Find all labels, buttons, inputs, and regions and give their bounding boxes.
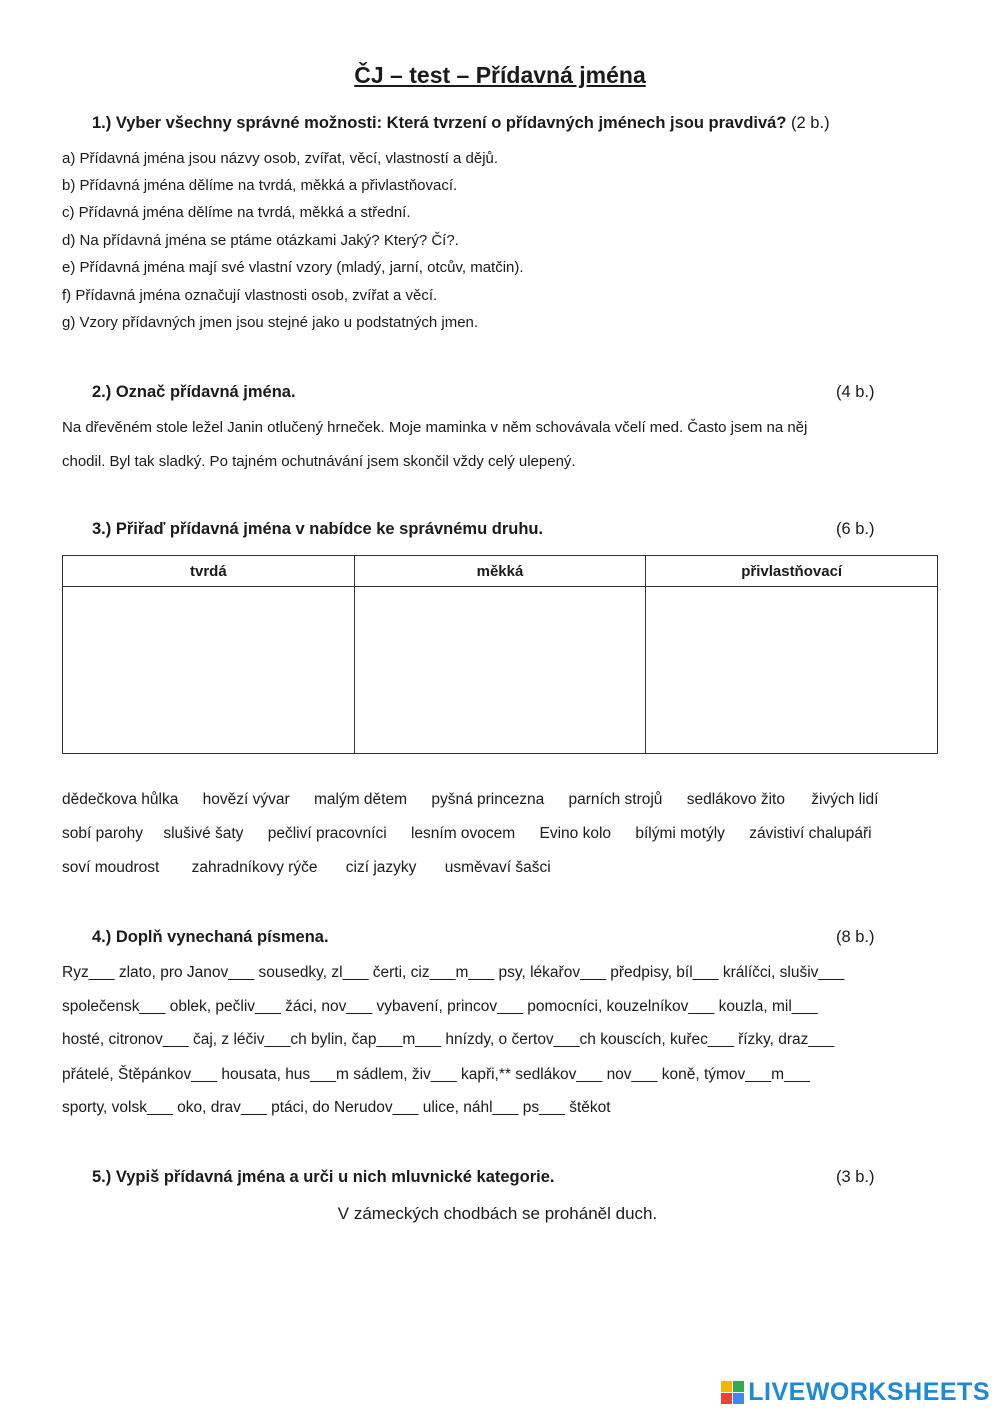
- word-chip[interactable]: pyšná princezna: [431, 791, 545, 808]
- q4-line-5[interactable]: sporty, volsk___ oko, drav___ ptáci, do Nerudov___ ulice, náhl___ ps___ štěkot: [62, 1099, 611, 1116]
- word-chip[interactable]: malým dětem: [313, 791, 408, 808]
- q1-option-a[interactable]: a) Přídavná jména jsou názvy osob, zvířat, věcí, vlastností a dějů.: [62, 150, 499, 167]
- q5-sentence[interactable]: V zámeckých chodbách se proháněl duch.: [337, 1204, 658, 1223]
- q5-heading: 5.) Vypiš přídavná jména a urči u nich mluvnické kategorie.: [92, 1168, 555, 1186]
- page-title: ČJ – test – Přídavná jména: [354, 62, 646, 88]
- q1-points: (2 b.): [791, 114, 830, 132]
- q1-option-b[interactable]: b) Přídavná jména dělíme na tvrdá, měkká a přivlastňovací.: [62, 177, 458, 194]
- word-chip[interactable]: Evino kolo: [539, 825, 612, 842]
- q1-option-g[interactable]: g) Vzory přídavných jmen jsou stejné jako u podstatných jmen.: [62, 314, 479, 331]
- drop-zone-tvrda[interactable]: [63, 587, 355, 754]
- word-bank-row-1: [62, 791, 896, 809]
- word-bank-row-2: [62, 825, 890, 843]
- word-chip[interactable]: zahradníkovy rýče: [191, 859, 318, 876]
- word-chip[interactable]: sobí parohy: [62, 825, 143, 842]
- word-chip[interactable]: slušivé šaty: [163, 825, 244, 842]
- word-chip[interactable]: parních strojů: [568, 791, 663, 808]
- word-chip[interactable]: soví moudrost: [62, 859, 160, 876]
- q2-text-line-1[interactable]: Na dřevěném stole ležel Janin otlučený hrneček. Moje maminka v něm schovávala včelí med. Často jsem na něj: [62, 419, 808, 436]
- word-chip[interactable]: pečliví pracovníci: [267, 825, 387, 842]
- q1-option-d[interactable]: d) Na přídavná jména se ptáme otázkami Jaký? Který? Čí?.: [62, 232, 459, 249]
- column-header-privlastnovaci: přivlastňovací: [646, 556, 938, 587]
- q1-heading: [92, 114, 830, 133]
- word-chip[interactable]: usměvaví šašci: [444, 859, 551, 876]
- q1-option-f[interactable]: f) Přídavná jména označují vlastnosti osob, zvířat a věcí.: [62, 287, 438, 304]
- word-chip[interactable]: závistiví chalupáři: [749, 825, 872, 842]
- drop-zone-mekka[interactable]: [354, 587, 646, 754]
- q4-line-1[interactable]: Ryz___ zlato, pro Janov___ sousedky, zl___ čerti, ciz___m___ psy, lékařov___ předpisy, bíl___ králíčci, slušiv___: [62, 964, 845, 981]
- liveworksheets-logo: [721, 1378, 990, 1407]
- q4-line-3[interactable]: hosté, citronov___ čaj, z léčiv___ch bylin, čap___m___ hnízdy, o čertov___ch kouscích, kuřec___ řízky, draz___: [62, 1031, 835, 1048]
- word-chip[interactable]: bílými motýly: [635, 825, 725, 842]
- q3-heading: 3.) Přiřaď přídavná jména v nabídce ke správnému druhu.: [92, 520, 544, 538]
- q4-heading: 4.) Doplň vynechaná písmena.: [92, 928, 329, 946]
- word-chip[interactable]: hovězí vývar: [202, 791, 290, 808]
- q2-heading: 2.) Označ přídavná jména.: [92, 383, 296, 401]
- q4-line-4[interactable]: přátelé, Štěpánkov___ housata, hus___m sádlem, živ___ kapři,** sedlákov___ nov___ koně, týmov___m___: [62, 1066, 810, 1083]
- q1-heading-text: 1.) Vyber všechny správné možnosti: Která tvrzení o přídavných jménech jsou pravdivá?: [92, 114, 787, 132]
- q3-points: (6 b.): [836, 520, 875, 538]
- word-chip[interactable]: cizí jazyky: [345, 859, 417, 876]
- word-chip[interactable]: dědečkova hůlka: [62, 791, 179, 808]
- logo-text: LIVEWORKSHEETS: [748, 1378, 990, 1406]
- q4-line-2[interactable]: společensk___ oblek, pečliv___ žáci, nov___ vybavení, princov___ pomocníci, kouzelníkov___ kouzla, mil___: [62, 998, 818, 1015]
- q4-points: (8 b.): [836, 928, 875, 946]
- drop-zone-privlastnovaci[interactable]: [646, 587, 938, 754]
- column-header-mekka: měkká: [354, 556, 646, 587]
- category-table: [62, 555, 938, 754]
- word-chip[interactable]: sedlákovo žito: [686, 791, 785, 808]
- q2-text-line-2[interactable]: chodil. Byl tak sladký. Po tajném ochutnávání jsem skončil vždy celý ulepený.: [62, 453, 576, 470]
- logo-squares-icon: [721, 1381, 744, 1404]
- q2-points: (4 b.): [836, 383, 875, 401]
- word-chip[interactable]: lesním ovocem: [410, 825, 516, 842]
- column-header-tvrda: tvrdá: [63, 556, 355, 587]
- word-bank-row-3: [62, 859, 569, 877]
- q1-option-c[interactable]: c) Přídavná jména dělíme na tvrdá, měkká a střední.: [62, 204, 411, 221]
- word-chip[interactable]: živých lidí: [811, 791, 879, 808]
- q5-points: (3 b.): [836, 1168, 875, 1186]
- q1-option-e[interactable]: e) Přídavná jména mají své vlastní vzory (mladý, jarní, otcův, matčin).: [62, 259, 524, 276]
